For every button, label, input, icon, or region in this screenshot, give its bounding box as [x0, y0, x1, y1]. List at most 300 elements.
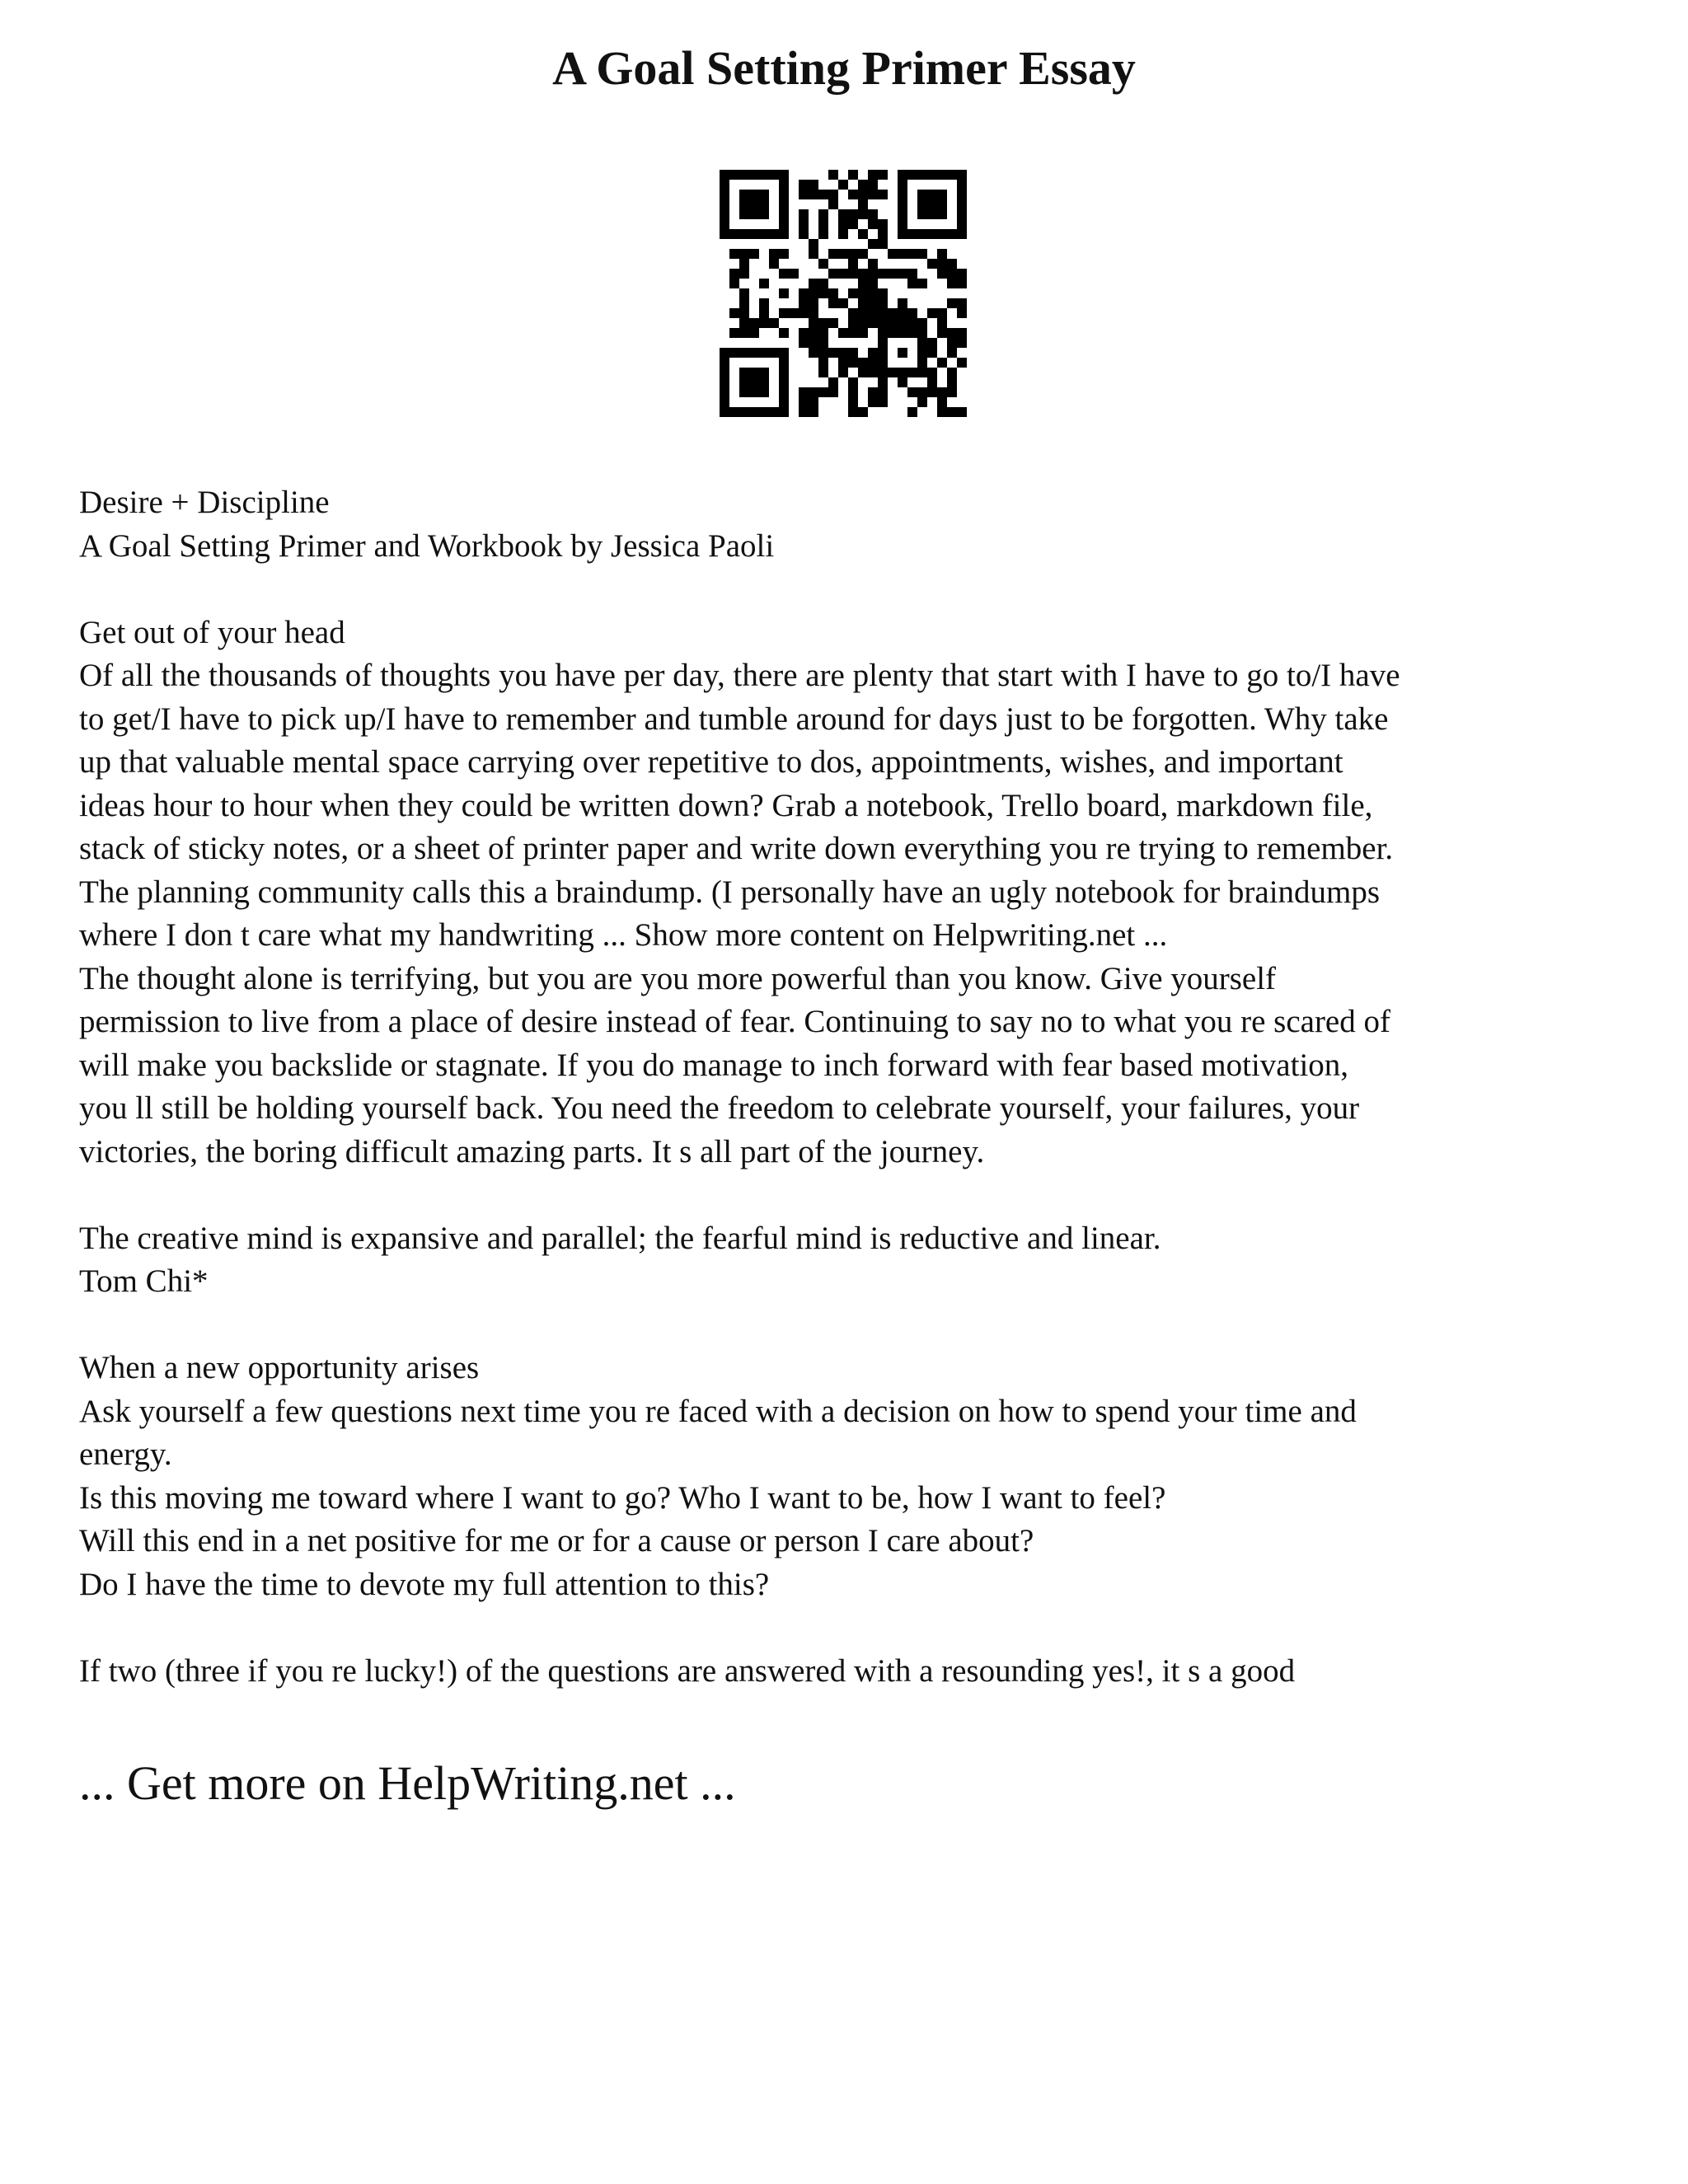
qr-module: [858, 190, 868, 199]
qr-module: [947, 269, 957, 279]
qr-module: [937, 209, 947, 219]
qr-module: [838, 348, 848, 358]
qr-module: [888, 308, 898, 318]
qr-module: [779, 348, 789, 358]
qr-module: [898, 328, 907, 338]
qr-module: [739, 368, 749, 377]
qr-module: [809, 288, 818, 298]
qr-module: [720, 170, 729, 180]
qr-module: [917, 358, 927, 368]
qr-module: [759, 308, 769, 318]
qr-module: [848, 288, 858, 298]
qr-module: [848, 209, 858, 219]
qr-module: [739, 170, 749, 180]
qr-module: [818, 288, 828, 298]
qr-module: [818, 209, 828, 219]
qr-module: [838, 298, 848, 308]
qr-module: [809, 318, 818, 328]
qr-module: [868, 170, 878, 180]
text-line: up that valuable mental space carrying over repetitive to dos, appointments, wishes, and important: [79, 744, 1343, 780]
qr-module: [720, 397, 729, 407]
qr-module: [759, 229, 769, 239]
qr-module: [769, 259, 779, 269]
qr-module: [898, 199, 907, 209]
qr-module: [799, 338, 809, 348]
qr-module: [779, 358, 789, 368]
qr-module: [878, 190, 888, 199]
qr-module: [809, 397, 818, 407]
question-line: Will this end in a net positive for me or for a cause or person I care about?: [79, 1523, 1034, 1558]
qr-module: [868, 348, 878, 358]
qr-module: [878, 318, 888, 328]
qr-module: [888, 328, 898, 338]
qr-module: [739, 269, 749, 279]
get-more-link[interactable]: ... Get more on HelpWriting.net ...: [79, 1756, 736, 1810]
spacer: [79, 1304, 1629, 1347]
qr-module: [769, 348, 779, 358]
qr-module: [937, 407, 947, 417]
qr-module: [720, 358, 729, 368]
qr-module: [947, 348, 957, 358]
qr-module: [799, 219, 809, 229]
qr-module: [957, 170, 967, 180]
qr-module: [749, 368, 759, 377]
section-new-opportunity: [79, 1347, 1629, 1606]
qr-module: [799, 190, 809, 199]
qr-module: [809, 328, 818, 338]
qr-module: [907, 387, 917, 397]
qr-module: [937, 199, 947, 209]
qr-module: [828, 348, 838, 358]
qr-module: [878, 219, 888, 229]
qr-module: [759, 387, 769, 397]
qr-module: [937, 387, 947, 397]
qr-module: [799, 328, 809, 338]
qr-module: [868, 190, 878, 199]
qr-module: [779, 377, 789, 387]
qr-module: [838, 229, 848, 239]
qr-module: [720, 368, 729, 377]
qr-module: [947, 259, 957, 269]
qr-module: [878, 269, 888, 279]
qr-module: [957, 269, 967, 279]
qr-module: [759, 170, 769, 180]
qr-module: [729, 249, 739, 259]
qr-module: [799, 180, 809, 190]
qr-module: [769, 249, 779, 259]
text-line: Desire + Discipline: [79, 485, 330, 520]
qr-module: [898, 180, 907, 190]
qr-module: [828, 170, 838, 180]
qr-module: [917, 249, 927, 259]
qr-module: [818, 328, 828, 338]
qr-module: [818, 279, 828, 288]
qr-module: [888, 368, 898, 377]
qr-module: [937, 397, 947, 407]
qr-module: [729, 308, 739, 318]
qr-module: [809, 338, 818, 348]
qr-module: [739, 328, 749, 338]
qr-module: [957, 180, 967, 190]
qr-module: [907, 308, 917, 318]
qr-module: [789, 269, 799, 279]
qr-module: [828, 190, 838, 199]
qr-module: [868, 387, 878, 397]
qr-module: [927, 348, 937, 358]
qr-module: [720, 348, 729, 358]
text-line: ideas hour to hour when they could be written down? Grab a notebook, Trello board, markdown file,: [79, 787, 1373, 823]
qr-module: [898, 249, 907, 259]
qr-module: [818, 358, 828, 368]
qr-module: [799, 397, 809, 407]
qr-module: [838, 328, 848, 338]
qr-module: [858, 279, 868, 288]
quote-block: [79, 1217, 1629, 1304]
qr-module: [848, 348, 858, 358]
qr-module: [947, 170, 957, 180]
qr-module: [947, 298, 957, 308]
qr-module: [749, 249, 759, 259]
qr-module: [917, 397, 927, 407]
qr-module: [809, 249, 818, 259]
qr-module: [809, 239, 818, 249]
qr-module: [779, 269, 789, 279]
qr-module: [779, 249, 789, 259]
qr-module: [947, 377, 957, 387]
qr-module: [957, 308, 967, 318]
qr-module: [809, 279, 818, 288]
qr-module: [749, 407, 759, 417]
qr-module: [789, 308, 799, 318]
qr-module: [838, 368, 848, 377]
qr-module: [878, 377, 888, 387]
qr-module: [848, 219, 858, 229]
qr-module: [838, 209, 848, 219]
qr-module: [739, 259, 749, 269]
qr-module: [739, 190, 749, 199]
document-body: [79, 481, 1629, 1693]
qr-module: [878, 328, 888, 338]
qr-module: [868, 209, 878, 219]
text-line: The planning community calls this a braindump. (I personally have an ugly notebook for braindumps: [79, 874, 1381, 910]
qr-module: [799, 407, 809, 417]
qr-module: [937, 318, 947, 328]
qr-module: [868, 219, 878, 229]
text-line: If two (three if you re lucky!) of the questions are answered with a resounding yes!, it s a good: [79, 1652, 1296, 1689]
qr-module: [917, 190, 927, 199]
qr-module: [907, 368, 917, 377]
qr-module: [858, 269, 868, 279]
qr-module: [809, 298, 818, 308]
qr-module: [917, 229, 927, 239]
qr-module: [878, 170, 888, 180]
qr-module: [868, 259, 878, 269]
qr-module: [937, 358, 947, 368]
qr-module: [759, 209, 769, 219]
qr-module: [828, 298, 838, 308]
text-line: Ask yourself a few questions next time you re faced with a decision on how to spend your time and: [79, 1393, 1357, 1429]
qr-module: [927, 229, 937, 239]
text-line: Of all the thousands of thoughts you have per day, there are plenty that start with I have to go to/I have: [79, 658, 1400, 693]
qr-module: [868, 298, 878, 308]
qr-module: [739, 348, 749, 358]
qr-module: [868, 308, 878, 318]
qr-module: [848, 190, 858, 199]
qr-module: [779, 407, 789, 417]
qr-module: [888, 318, 898, 328]
qr-module: [759, 199, 769, 209]
qr-module: [957, 199, 967, 209]
qr-module: [779, 209, 789, 219]
qr-module: [818, 229, 828, 239]
qr-module: [759, 377, 769, 387]
qr-module: [868, 397, 878, 407]
qr-module: [749, 190, 759, 199]
qr-module: [957, 209, 967, 219]
qr-module: [858, 328, 868, 338]
qr-module: [848, 387, 858, 397]
qr-module: [818, 219, 828, 229]
qr-module: [779, 219, 789, 229]
qr-module: [739, 199, 749, 209]
qr-module: [947, 387, 957, 397]
qr-module: [927, 377, 937, 387]
qr-module: [907, 269, 917, 279]
section-heading: When a new opportunity arises: [79, 1350, 480, 1385]
text-line: permission to live from a place of desire instead of fear. Continuing to say no to what you re scared of: [79, 1004, 1390, 1039]
qr-module: [769, 407, 779, 417]
qr-module: [799, 298, 809, 308]
qr-module: [937, 269, 947, 279]
qr-module: [809, 308, 818, 318]
qr-module: [759, 279, 769, 288]
qr-module: [828, 377, 838, 387]
qr-module: [769, 318, 779, 328]
qr-module: [917, 387, 927, 397]
qr-module: [898, 219, 907, 229]
qr-module: [898, 377, 907, 387]
qr-module: [759, 298, 769, 308]
qr-module: [759, 318, 769, 328]
qr-module: [947, 407, 957, 417]
qr-module: [927, 209, 937, 219]
qr-module: [848, 259, 858, 269]
quote-text: The creative mind is expansive and parallel; the fearful mind is reductive and linear.: [79, 1220, 1161, 1256]
qr-module: [957, 358, 967, 368]
qr-module: [749, 328, 759, 338]
qr-module: [927, 308, 937, 318]
qr-module: [729, 279, 739, 288]
qr-module: [927, 259, 937, 269]
section-conclusion: [79, 1650, 1629, 1694]
qr-module: [749, 377, 759, 387]
qr-module: [779, 229, 789, 239]
qr-module: [957, 229, 967, 239]
qr-module: [898, 229, 907, 239]
qr-module: [720, 190, 729, 199]
qr-module: [828, 249, 838, 259]
qr-module: [749, 170, 759, 180]
qr-module: [818, 318, 828, 328]
qr-module: [809, 348, 818, 358]
qr-module: [729, 328, 739, 338]
qr-module: [898, 269, 907, 279]
qr-module: [878, 368, 888, 377]
qr-module: [878, 338, 888, 348]
qr-module: [917, 348, 927, 358]
qr-module: [917, 338, 927, 348]
qr-module: [838, 269, 848, 279]
qr-module: [878, 387, 888, 397]
text-line: will make you backslide or stagnate. If you do manage to inch forward with fear based motivation,: [79, 1047, 1349, 1083]
section-heading: Get out of your head: [79, 614, 345, 650]
qr-module: [799, 387, 809, 397]
qr-code-graphic: [720, 170, 967, 417]
qr-module: [868, 318, 878, 328]
qr-module: [917, 209, 927, 219]
qr-module: [858, 318, 868, 328]
qr-module: [729, 407, 739, 417]
qr-module: [739, 298, 749, 308]
qr-module: [759, 368, 769, 377]
qr-module: [749, 199, 759, 209]
qr-module: [957, 328, 967, 338]
text-line: you ll still be holding yourself back. You need the freedom to celebrate yourself, your failures, your: [79, 1090, 1360, 1126]
qr-module: [779, 190, 789, 199]
qr-module: [937, 170, 947, 180]
qr-module: [878, 358, 888, 368]
qr-module: [927, 170, 937, 180]
qr-module: [739, 387, 749, 397]
qr-module: [779, 368, 789, 377]
qr-module: [779, 180, 789, 190]
qr-module: [917, 368, 927, 377]
qr-module: [720, 199, 729, 209]
qr-module: [858, 199, 868, 209]
qr-module: [749, 229, 759, 239]
qr-module: [898, 190, 907, 199]
page-title: A Goal Setting Primer Essay: [552, 41, 1136, 95]
qr-module: [848, 170, 858, 180]
qr-module: [720, 387, 729, 397]
qr-module: [907, 328, 917, 338]
qr-module: [878, 298, 888, 308]
qr-module: [868, 180, 878, 190]
qr-module: [878, 397, 888, 407]
qr-module: [818, 190, 828, 199]
qr-module: [779, 387, 789, 397]
qr-module: [947, 229, 957, 239]
qr-module: [818, 348, 828, 358]
qr-module: [947, 328, 957, 338]
qr-module: [848, 249, 858, 259]
qr-module: [749, 209, 759, 219]
qr-module: [749, 387, 759, 397]
qr-module: [888, 269, 898, 279]
qr-module: [927, 368, 937, 377]
qr-module: [848, 308, 858, 318]
text-line: to get/I have to pick up/I have to remember and tumble around for days just to be forgotten. Why take: [79, 701, 1389, 737]
qr-module: [799, 308, 809, 318]
qr-module: [848, 318, 858, 328]
qr-module: [720, 209, 729, 219]
qr-module: [947, 338, 957, 348]
qr-module: [898, 318, 907, 328]
qr-module: [937, 259, 947, 269]
header-block: [79, 481, 1629, 568]
qr-module: [957, 407, 967, 417]
qr-module: [759, 190, 769, 199]
qr-module: [739, 288, 749, 298]
qr-module: [809, 387, 818, 397]
qr-module: [739, 209, 749, 219]
qr-module: [848, 407, 858, 417]
qr-module: [838, 249, 848, 259]
qr-module: [878, 229, 888, 239]
qr-module: [957, 190, 967, 199]
qr-module: [809, 180, 818, 190]
qr-module: [848, 397, 858, 407]
qr-module: [720, 377, 729, 387]
qr-module: [868, 358, 878, 368]
qr-module: [838, 180, 848, 190]
qr-module: [720, 180, 729, 190]
spacer: [79, 568, 1629, 612]
qr-module: [739, 407, 749, 417]
text-line: stack of sticky notes, or a sheet of printer paper and write down everything you re trying to remember.: [79, 831, 1394, 866]
qr-module: [917, 199, 927, 209]
qr-module: [917, 279, 927, 288]
qr-module: [779, 199, 789, 209]
show-more-line: where I don t care what my handwriting ... Show more content on Helpwriting.net ...: [79, 917, 1168, 953]
qr-module: [809, 190, 818, 199]
qr-module: [927, 190, 937, 199]
qr-module: [878, 348, 888, 358]
text-line: A Goal Setting Primer and Workbook by Jessica Paoli: [79, 527, 775, 564]
qr-module: [779, 288, 789, 298]
qr-module: [898, 368, 907, 377]
qr-module: [858, 180, 868, 190]
qr-module: [818, 338, 828, 348]
section-get-out-of-your-head: [79, 612, 1629, 1174]
qr-module: [937, 190, 947, 199]
question-line: Is this moving me toward where I want to go? Who I want to be, how I want to feel?: [79, 1479, 1166, 1516]
qr-module: [858, 358, 868, 368]
qr-module: [848, 377, 858, 387]
qr-module: [729, 170, 739, 180]
qr-module: [898, 348, 907, 358]
qr-module: [888, 249, 898, 259]
qr-module: [868, 239, 878, 249]
qr-module: [739, 308, 749, 318]
qr-module: [917, 328, 927, 338]
qr-module: [898, 170, 907, 180]
qr-module: [838, 219, 848, 229]
qr-module: [868, 368, 878, 377]
qr-module: [927, 338, 937, 348]
text-line: energy.: [79, 1436, 172, 1472]
qr-module: [907, 249, 917, 259]
qr-module: [739, 377, 749, 387]
qr-module: [818, 387, 828, 397]
qr-module: [898, 308, 907, 318]
qr-module: [858, 298, 868, 308]
text-line: The thought alone is terrifying, but you are you more powerful than you know. Give yourself: [79, 960, 1277, 996]
qr-module: [907, 229, 917, 239]
qr-module: [907, 318, 917, 328]
qr-module: [868, 288, 878, 298]
qr-module: [927, 387, 937, 397]
